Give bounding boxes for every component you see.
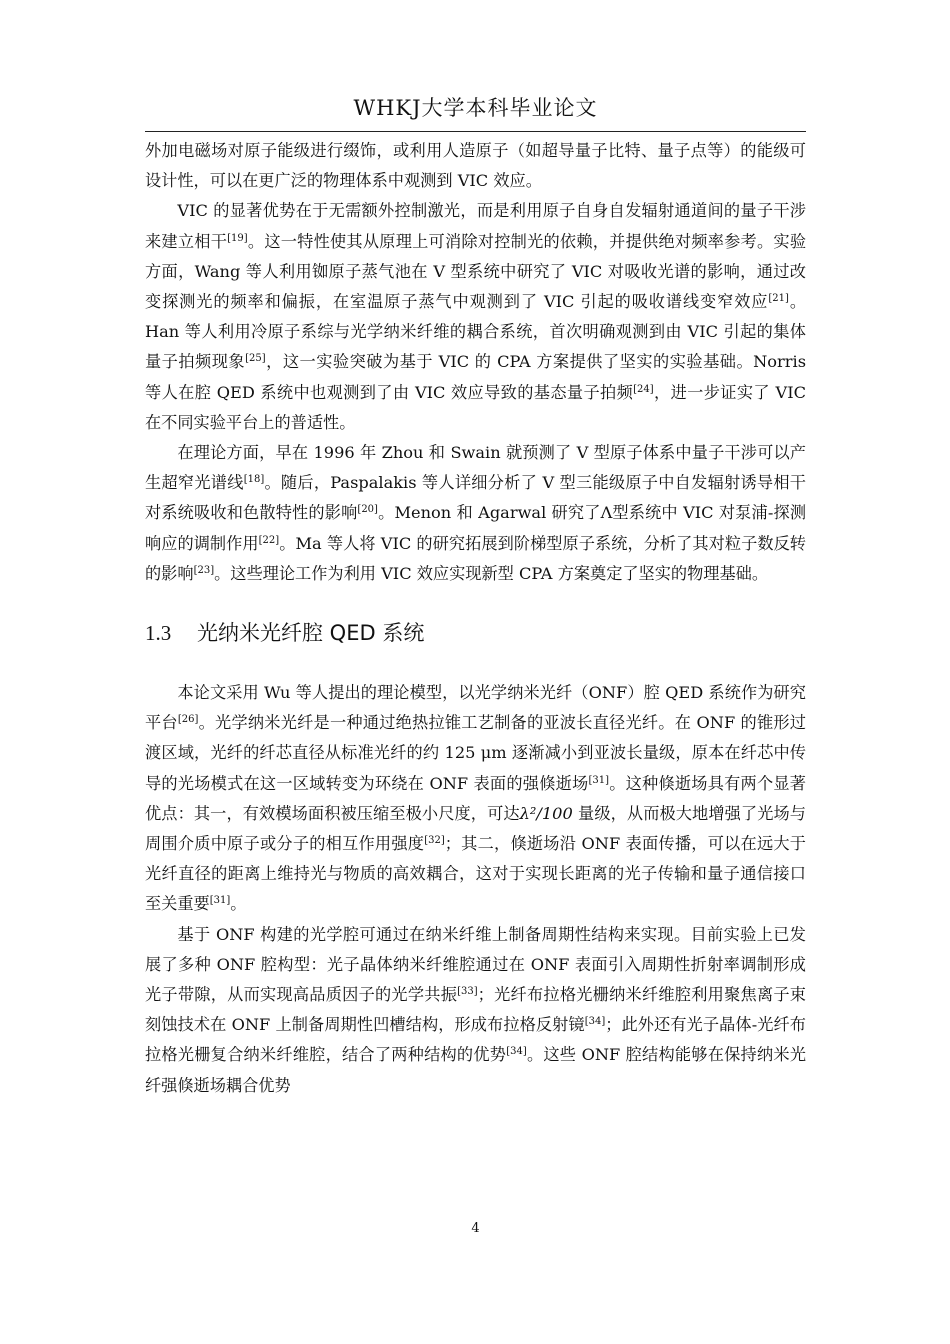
citation: [26]: [177, 714, 199, 726]
citation: [34]: [506, 1046, 527, 1058]
section-title: 光纳米光纤腔 QED 系统: [197, 621, 425, 646]
page-body: [145, 136, 806, 1101]
text-run: 。随后，Paspalakis 等人详细分析了 V 型三能级原子中自发辐射诱导相干对系统吸收和色散特性的影响: [145, 473, 806, 523]
citation: [23]: [193, 564, 215, 576]
citation: [33]: [457, 986, 478, 998]
section-heading: [145, 618, 806, 648]
text-run: 。这一特性使其从原理上可消除对控制光的依赖，并提供绝对频率参考。实验方面，Wang 等人利用铷原子蒸气池在 V 型系统中研究了 VIC 对吸收光谱的影响，通过改变探测光的频率和偏振，在室温原子蒸气中观测到了 VIC 引起的吸收谱线变窄效应: [145, 231, 807, 312]
text-run: ，进一步证实了 VIC 在不同实验平台上的普适性。: [145, 382, 806, 432]
text-run: ；此外还有光子晶体-光纤布拉格光栅复合纳米纤维腔，结合了两种结构的优势: [145, 1015, 806, 1065]
text-run: 。Ma 等人将 VIC 的研究拓展到阶梯型原子系统，分析了其对粒子数反转的影响: [145, 533, 806, 583]
text-run: ；其二，倏逝场沿 ONF 表面传播，可以在远大于光纤直径的距离上维持光与物质的高效耦合，这对于实现长距离的光子传输和量子通信接口至关重要: [145, 834, 806, 914]
text-run: ；光纤布拉格光栅纳米纤维腔利用聚焦离子束刻蚀技术在 ONF 上制备周期性凹槽结构，形成布拉格反射镜: [145, 985, 806, 1035]
text-run: 。Han 等人利用冷原子系综与光学纳米纤维的耦合系统，首次明确观测到由 VIC 引起的集体量子拍频现象: [145, 292, 807, 372]
citation: [24]: [633, 383, 654, 395]
text-run: 本论文采用 Wu 等人提出的理论模型，以光学纳米光纤（ONF）腔 QED 系统作为研究平台: [145, 683, 806, 733]
text-run: VIC 的显著优势在于无需额外控制激光，而是利用原子自身自发辐射通道间的量子干涉来建立相干: [145, 201, 806, 251]
header-rule: [145, 131, 806, 132]
section-number: 1.3: [145, 621, 172, 646]
text-run: 。: [230, 894, 247, 914]
paragraph-3: [145, 438, 806, 589]
text-run: 。这些理论工作为利用 VIC 效应实现新型 CPA 方案奠定了坚实的物理基础。: [214, 563, 769, 583]
citation: [25]: [245, 353, 266, 365]
paragraph-5: [145, 920, 806, 1101]
text-run: 在理论方面，早在 1996 年 Zhou 和 Swain 就预测了 V 型原子体系中量子干涉可以产生超窄光谱线: [145, 443, 806, 493]
citation: [32]: [424, 835, 445, 847]
paragraph-2: [145, 196, 806, 438]
running-header: WHKJ大学本科毕业论文: [353, 96, 598, 120]
citation: [19]: [227, 232, 248, 244]
paragraph-1: 外加电磁场对原子能级进行缀饰，或利用人造原子（如超导量子比特、量子点等）的能级可设计性，可以在更广泛的物理体系中观测到 VIC 效应。: [145, 141, 806, 191]
citation: [22]: [258, 534, 280, 546]
citation: [31]: [209, 895, 231, 907]
citation: [20]: [357, 504, 378, 516]
text-run: 量级，从而极大地增强了光场与周围介质中原子或分子的相互作用强度: [145, 803, 806, 854]
math-expression: λ²/100: [519, 803, 573, 823]
text-run: 。这种倏逝场具有两个显著优点：其一，有效模场面积被压缩至极小尺度，可达: [145, 773, 806, 823]
page-number: 4: [471, 1221, 480, 1236]
citation: [34]: [584, 1016, 606, 1028]
citation: [21]: [768, 293, 789, 305]
text-run: 。Menon 和 Agarwal 研究了Λ型系统中 VIC 对泵浦-探测响应的调制作用: [145, 503, 807, 553]
citation: [31]: [588, 774, 609, 786]
citation: [18]: [243, 474, 265, 486]
text-run: 。这些 ONF 腔结构能够在保持纳米光纤强倏逝场耦合优势: [145, 1045, 807, 1095]
text-run: ，这一实验突破为基于 VIC 的 CPA 方案提供了坚实的实验基础。Norris 等人在腔 QED 系统中也观测到了由 VIC 效应导致的基态量子拍频: [145, 352, 807, 402]
text-run: 。光学纳米光纤是一种通过绝热拉锥工艺制备的亚波长直径光纤。在 ONF 的锥形过渡区域，光纤的纤芯直径从标准光纤的约 125 μm 逐渐减小到亚波长量级，原本在纤芯中传导的光场模式在这一区域转变为环绕在 ONF 表面的强倏逝场: [145, 713, 806, 793]
paragraph-4: [145, 678, 806, 920]
text-run: 基于 ONF 构建的光学腔可通过在纳米纤维上制备周期性结构来实现。目前实验上已发展了多种 ONF 腔构型：光子晶体纳米纤维腔通过在 ONF 表面引入周期性折射率调制形成光子带隙，从而实现高品质因子的光学共振: [145, 924, 806, 1005]
